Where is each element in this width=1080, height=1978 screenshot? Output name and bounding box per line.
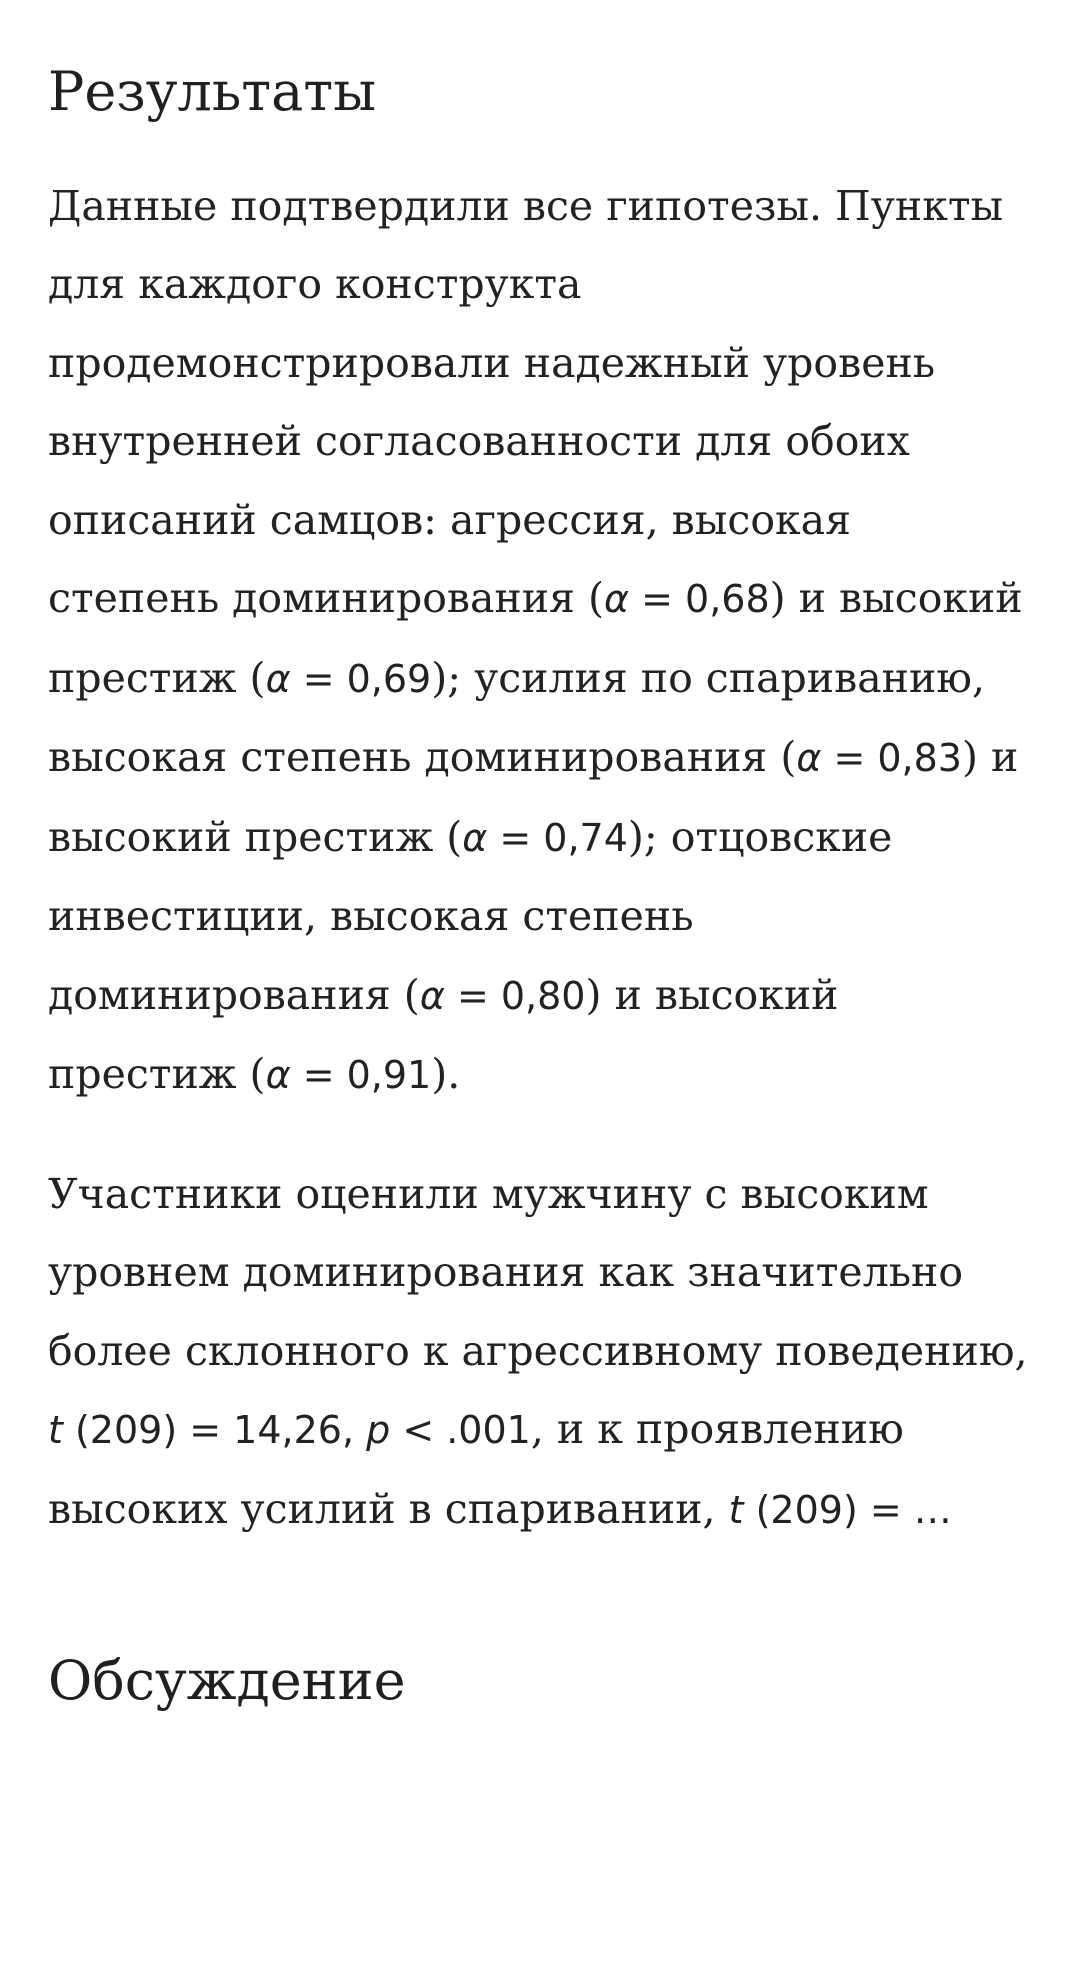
alpha-value: = 0,74 bbox=[487, 815, 628, 860]
alpha-math bbox=[604, 577, 770, 621]
t-stat-value: (209) = 14,26, bbox=[62, 1408, 367, 1453]
alpha-symbol: α bbox=[265, 656, 291, 701]
text: ) и высокий престиж ( bbox=[48, 574, 1023, 702]
text: ) и высокий престиж ( bbox=[48, 733, 1019, 861]
alpha-symbol: α bbox=[265, 1053, 291, 1098]
t-stat-value: (209) = … bbox=[743, 1487, 952, 1532]
t-symbol: t bbox=[48, 1408, 63, 1453]
alpha-math bbox=[266, 1053, 432, 1097]
alpha-symbol: α bbox=[419, 973, 445, 1018]
alpha-symbol: α bbox=[603, 577, 630, 622]
t-stat-math bbox=[48, 1408, 531, 1452]
alpha-value: = 0,91 bbox=[290, 1053, 432, 1098]
alpha-math bbox=[462, 816, 628, 860]
text: , и к проявлению высоких усилий в спаривании, bbox=[48, 1405, 904, 1533]
text: ); усилия по спариванию, высокая степень доминирования ( bbox=[48, 653, 986, 782]
alpha-value: = 0,68 bbox=[629, 577, 770, 622]
text: Данные подтвердили все гипотезы. Пункты для каждого конструкта продемонстрировали надежный уровень внутренней согласованности для обоих описаний самцов: агрессия, высокая степень доминирования ( bbox=[48, 181, 1004, 623]
alpha-math bbox=[266, 657, 432, 701]
text: ) и высокий престиж ( bbox=[48, 970, 839, 1099]
alpha-symbol: α bbox=[462, 815, 488, 860]
results-paragraph-ratings bbox=[48, 1155, 1032, 1550]
text: Участники оценили мужчину с высоким уровнем доминирования как значительно более склонного к агрессивному поведению, bbox=[48, 1169, 1028, 1375]
t-symbol: t bbox=[728, 1487, 744, 1532]
alpha-value: = 0,80 bbox=[444, 973, 586, 1018]
results-heading: Результаты bbox=[48, 60, 377, 123]
alpha-math bbox=[420, 974, 586, 1018]
alpha-value: = 0,69 bbox=[290, 656, 432, 701]
discussion-heading: Обсуждение bbox=[48, 1649, 406, 1713]
text: ); отцовские инвестиции, высокая степень доминирования ( bbox=[48, 812, 893, 1019]
alpha-value: = 0,83 bbox=[821, 736, 962, 781]
alpha-math bbox=[796, 736, 962, 780]
p-value: < .001 bbox=[390, 1408, 531, 1453]
results-paragraph-reliability bbox=[48, 167, 1032, 1115]
p-symbol: p bbox=[366, 1408, 391, 1453]
text: ). bbox=[431, 1050, 461, 1099]
t-stat-math bbox=[729, 1488, 952, 1532]
alpha-symbol: α bbox=[796, 736, 822, 781]
